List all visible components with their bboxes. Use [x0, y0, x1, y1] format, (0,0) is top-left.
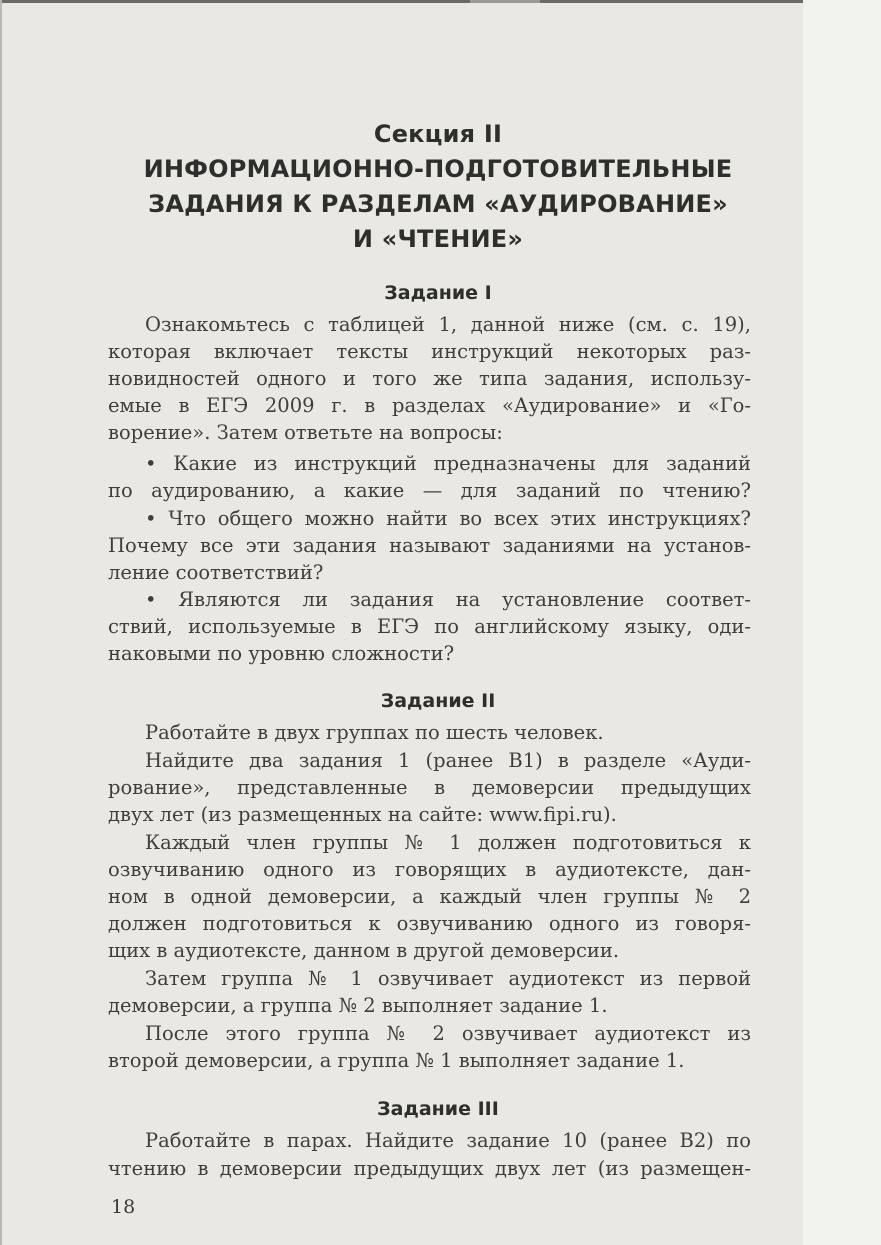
task-3-line: чтению в демоверсии предыдущих двух лет (из размещен-: [108, 1157, 751, 1180]
page-number: 18: [111, 1196, 136, 1218]
section-title-line-1: ИНФОРМАЦИОННО-ПОДГОТОВИТЕЛЬНЫЕ: [143, 155, 733, 183]
task-3-heading: Задание III: [377, 1098, 499, 1120]
task-2-line: Каждый член группы № 1 должен подготовиться к: [145, 831, 751, 854]
task-1-line: Почему все эти задания называют заданиями на установ-: [108, 534, 751, 557]
section-title-line-2: ЗАДАНИЯ К РАЗДЕЛАМ «АУДИРОВАНИЕ»: [148, 190, 728, 218]
section-title-line-3: И «ЧТЕНИЕ»: [352, 225, 524, 253]
task-2-line: второй демоверсии, а группа № 1 выполняет задание 1.: [108, 1049, 685, 1072]
task-2-line: Найдите два задания 1 (ранее B1) в разделе «Ауди-: [145, 749, 751, 772]
scan-top-edge: [0, 0, 881, 3]
task-2-line: двух лет (из размещенных на сайте: www.fipi.ru).: [108, 803, 617, 826]
scan-left-edge: [0, 0, 2, 1245]
scan-right-margin: [803, 0, 881, 1245]
task-2-line: озвучиванию одного из говорящих в аудиотексте, дан-: [108, 858, 751, 881]
task-1-bullet-line: • Какие из инструкций предназначены для заданий: [145, 452, 751, 475]
task-1-line: новидностей одного и того же типа задания, использу-: [108, 367, 751, 390]
task-3-line: Работайте в парах. Найдите задание 10 (ранее B2) по: [145, 1129, 751, 1152]
task-1-bullet-line: • Что общего можно найти во всех этих инструкциях?: [145, 507, 751, 530]
task-1-line: емые в ЕГЭ 2009 г. в разделах «Аудирование» и «Го-: [108, 394, 751, 417]
task-2-line: рование», представленные в демоверсии предыдущих: [108, 776, 751, 799]
section-label: Секция II: [373, 120, 503, 148]
task-1-line: по аудированию, а какие — для заданий по чтению?: [108, 479, 751, 502]
task-1-line: ствий, используемые в ЕГЭ по английскому языку, оди-: [108, 615, 751, 638]
task-1-heading: Задание I: [384, 282, 492, 304]
task-1-line: которая включает тексты инструкций некоторых раз-: [108, 340, 751, 363]
task-2-line: демоверсии, а группа № 2 выполняет задание 1.: [108, 994, 608, 1017]
task-2-line: должен подготовиться к озвучиванию одного из говоря-: [108, 912, 751, 935]
task-2-line: щих в аудиотексте, данном в другой демоверсии.: [108, 939, 620, 962]
task-1-line: наковыми по уровню сложности?: [108, 642, 455, 665]
task-2-heading: Задание II: [380, 690, 496, 712]
task-1-line: Ознакомьтесь с таблицей 1, данной ниже (см. с. 19),: [145, 313, 751, 336]
task-2-line: После этого группа № 2 озвучивает аудиотекст из: [145, 1022, 751, 1045]
scan-top-speck: [470, 0, 540, 3]
task-1-bullet-line: • Являются ли задания на установление соответ-: [145, 588, 751, 611]
task-1-line: ление соответствий?: [108, 561, 324, 584]
task-2-line: Затем группа № 1 озвучивает аудиотекст из первой: [145, 967, 751, 990]
task-2-line: Работайте в двух группах по шесть человек.: [145, 721, 604, 744]
task-1-line: ворение». Затем ответьте на вопросы:: [108, 421, 503, 444]
task-2-line: ном в одной демоверсии, а каждый член группы № 2: [108, 885, 751, 908]
